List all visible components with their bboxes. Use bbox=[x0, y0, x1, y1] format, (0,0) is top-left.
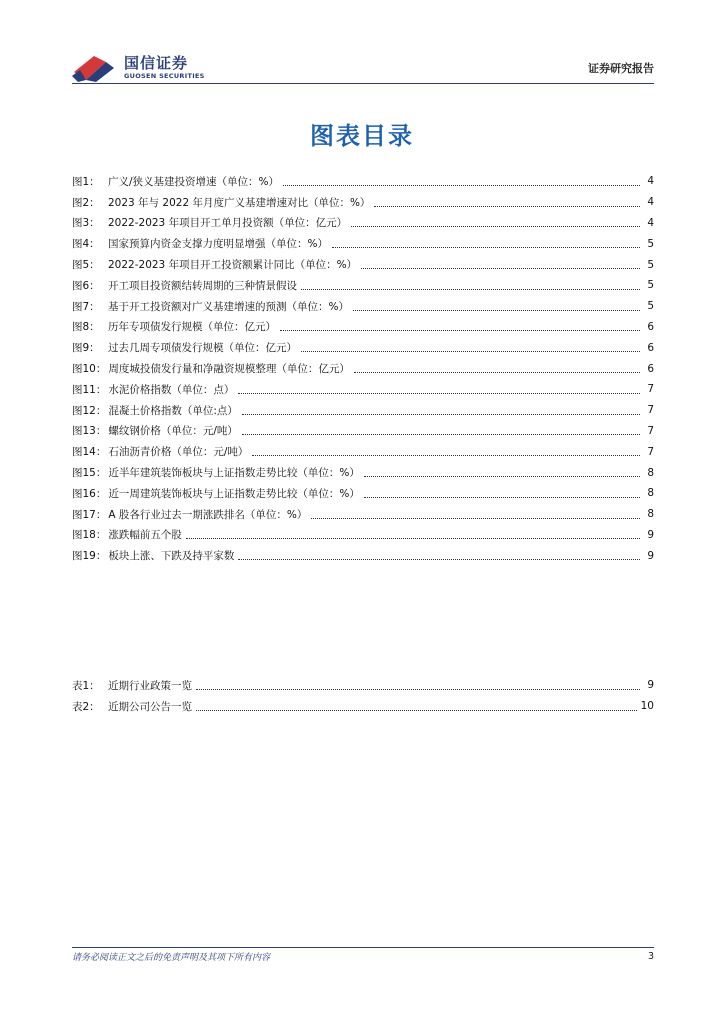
dot-leader bbox=[186, 528, 640, 539]
toc-entry-page: 9 bbox=[647, 528, 654, 541]
toc-entry-page: 4 bbox=[647, 175, 654, 188]
toc-entry-label: 图19： bbox=[72, 550, 107, 563]
toc-figure-8[interactable] bbox=[72, 317, 654, 338]
toc-entry-label: 图2： bbox=[72, 196, 100, 209]
toc-entry-label: 图9： bbox=[72, 342, 100, 355]
toc-entry-label: 表2： bbox=[72, 700, 100, 713]
toc-entry-page: 6 bbox=[647, 341, 654, 354]
dot-leader bbox=[280, 320, 640, 331]
toc-entry-page: 7 bbox=[647, 424, 654, 437]
guosen-logo bbox=[72, 52, 272, 84]
dot-leader bbox=[311, 508, 640, 519]
dot-leader bbox=[364, 466, 640, 477]
toc-entry-label: 图1： bbox=[72, 175, 100, 188]
toc-entry-label: 图7： bbox=[72, 300, 100, 313]
toc-entry-page: 8 bbox=[647, 487, 654, 500]
footer-disclaimer: 请务必阅读正文之后的免责声明及其项下所有内容 bbox=[72, 953, 271, 963]
toc-figure-2[interactable] bbox=[72, 192, 654, 213]
dot-leader bbox=[361, 258, 640, 269]
toc-entry-label: 图8： bbox=[72, 321, 100, 334]
toc-entry-title: 2022-2023 年项目开工单月投资额（单位：亿元） bbox=[108, 217, 348, 230]
dot-leader bbox=[332, 237, 640, 248]
toc-entry-page: 6 bbox=[647, 320, 654, 333]
toc-figure-4[interactable] bbox=[72, 233, 654, 254]
toc-entry-page: 4 bbox=[647, 216, 654, 229]
toc-figure-3[interactable] bbox=[72, 213, 654, 234]
toc-table-2[interactable] bbox=[72, 696, 654, 717]
toc-entry-label: 图6： bbox=[72, 279, 100, 292]
toc-entry-page: 5 bbox=[647, 279, 654, 292]
dot-leader bbox=[283, 175, 640, 186]
dot-leader bbox=[238, 383, 640, 394]
toc-figure-5[interactable] bbox=[72, 254, 654, 275]
dot-leader bbox=[242, 404, 640, 415]
toc-entry-label: 图17： bbox=[72, 508, 107, 521]
report-type-label: 证券研究报告 bbox=[588, 62, 654, 75]
toc-entry-title: 近期行业政策一览 bbox=[108, 679, 192, 692]
toc-figure-17[interactable] bbox=[72, 504, 654, 525]
toc-entry-title: 2022-2023 年项目开工投资额累计同比（单位：%） bbox=[108, 259, 358, 272]
brand-name-cn: 国信证券 bbox=[124, 54, 189, 72]
toc-figure-13[interactable] bbox=[72, 421, 654, 442]
toc-figure-9[interactable] bbox=[72, 337, 654, 358]
toc-figure-19[interactable] bbox=[72, 545, 654, 566]
toc-figure-6[interactable] bbox=[72, 275, 654, 296]
toc-entry-page: 9 bbox=[647, 679, 654, 692]
toc-figure-7[interactable] bbox=[72, 296, 654, 317]
dot-leader bbox=[301, 341, 640, 352]
toc-entry-title: 历年专项债发行规模（单位：亿元） bbox=[108, 321, 276, 334]
dot-leader bbox=[196, 679, 640, 690]
toc-entry-title: 周度城投债发行量和净融资规模整理（单位：亿元） bbox=[108, 363, 350, 376]
toc-entry-title: 近期公司公告一览 bbox=[108, 700, 192, 713]
toc-entry-title: 国家预算内资金支撑力度明显增强（单位：%） bbox=[108, 238, 328, 251]
dot-leader bbox=[196, 700, 637, 711]
toc-entry-label: 图3： bbox=[72, 217, 100, 230]
dot-leader bbox=[364, 487, 640, 498]
toc-entry-label: 图12： bbox=[72, 404, 107, 417]
toc-entry-page: 5 bbox=[647, 300, 654, 313]
toc-entry-page: 7 bbox=[647, 404, 654, 417]
toc-entry-page: 7 bbox=[647, 445, 654, 458]
toc-figure-11[interactable] bbox=[72, 379, 654, 400]
dot-leader bbox=[354, 362, 640, 373]
toc-entry-page: 5 bbox=[647, 258, 654, 271]
toc-figure-16[interactable] bbox=[72, 483, 654, 504]
guosen-logo-icon bbox=[72, 52, 116, 84]
toc-figure-15[interactable] bbox=[72, 462, 654, 483]
toc-entry-label: 图11： bbox=[72, 383, 107, 396]
toc-entry-title: 石油沥青价格（单位：元/吨） bbox=[108, 446, 249, 459]
toc-entry-page: 10 bbox=[640, 700, 654, 713]
page-header bbox=[72, 48, 654, 84]
toc-figure-1[interactable] bbox=[72, 171, 654, 192]
toc-entry-label: 图5： bbox=[72, 259, 100, 272]
dot-leader bbox=[252, 445, 640, 456]
toc-entry-page: 8 bbox=[647, 508, 654, 521]
toc-entry-title: 过去几周专项债发行规模（单位：亿元） bbox=[108, 342, 297, 355]
toc-entry-title: A 股各行业过去一期涨跌排名（单位：%） bbox=[108, 508, 308, 521]
toc-entry-title: 近一周建筑装饰板块与上证指数走势比较（单位：%） bbox=[108, 487, 360, 500]
brand-name-en: GUOSEN SECURITIES bbox=[124, 72, 205, 80]
toc-entry-label: 图18： bbox=[72, 529, 107, 542]
toc-figure-18[interactable] bbox=[72, 525, 654, 546]
toc-entry-page: 6 bbox=[647, 362, 654, 375]
toc-entry-title: 2023 年与 2022 年月度广义基建增速对比（单位：%） bbox=[108, 196, 371, 209]
dot-leader bbox=[353, 300, 640, 311]
dot-leader bbox=[374, 196, 640, 207]
toc-entry-title: 广义/狭义基建投资增速（单位：%） bbox=[108, 175, 280, 188]
dot-leader bbox=[238, 549, 640, 560]
toc-entry-label: 图13： bbox=[72, 425, 107, 438]
toc-entry-page: 9 bbox=[647, 549, 654, 562]
toc-entry-title: 螺纹钢价格（单位：元/吨） bbox=[108, 425, 238, 438]
toc-figure-10[interactable] bbox=[72, 358, 654, 379]
toc-entry-page: 8 bbox=[647, 466, 654, 479]
toc-entry-title: 开工项目投资额结转周期的三种情景假设 bbox=[108, 279, 297, 292]
toc-entry-title: 基于开工投资额对广义基建增速的预测（单位：%） bbox=[108, 300, 349, 313]
figure-list bbox=[72, 171, 654, 566]
footer-divider bbox=[72, 947, 654, 948]
toc-entry-title: 近半年建筑装饰板块与上证指数走势比较（单位：%） bbox=[108, 467, 360, 480]
toc-title: 图表目录 bbox=[310, 122, 414, 150]
table-list bbox=[72, 675, 654, 717]
toc-entry-page: 4 bbox=[647, 196, 654, 209]
toc-entry-label: 图16： bbox=[72, 487, 107, 500]
header-divider bbox=[72, 83, 654, 84]
toc-figure-12[interactable] bbox=[72, 400, 654, 421]
toc-entry-page: 5 bbox=[647, 237, 654, 250]
toc-entry-label: 图10： bbox=[72, 363, 107, 376]
toc-entry-title: 水泥价格指数（单位：点） bbox=[108, 383, 235, 396]
toc-entry-page: 7 bbox=[647, 383, 654, 396]
toc-entry-label: 图14： bbox=[72, 446, 107, 459]
toc-entry-label: 表1： bbox=[72, 679, 100, 692]
dot-leader bbox=[242, 424, 640, 435]
toc-entry-title: 涨跌幅前五个股 bbox=[108, 529, 182, 542]
page-number: 3 bbox=[647, 951, 654, 962]
toc-figure-14[interactable] bbox=[72, 441, 654, 462]
toc-entry-title: 板块上涨、下跌及持平家数 bbox=[108, 550, 235, 563]
toc-table-1[interactable] bbox=[72, 675, 654, 696]
toc-entry-title: 混凝土价格指数（单位:点） bbox=[108, 404, 238, 417]
dot-leader bbox=[351, 216, 640, 227]
toc-entry-label: 图15： bbox=[72, 467, 107, 480]
toc-entry-label: 图4： bbox=[72, 238, 100, 251]
dot-leader bbox=[301, 279, 640, 290]
